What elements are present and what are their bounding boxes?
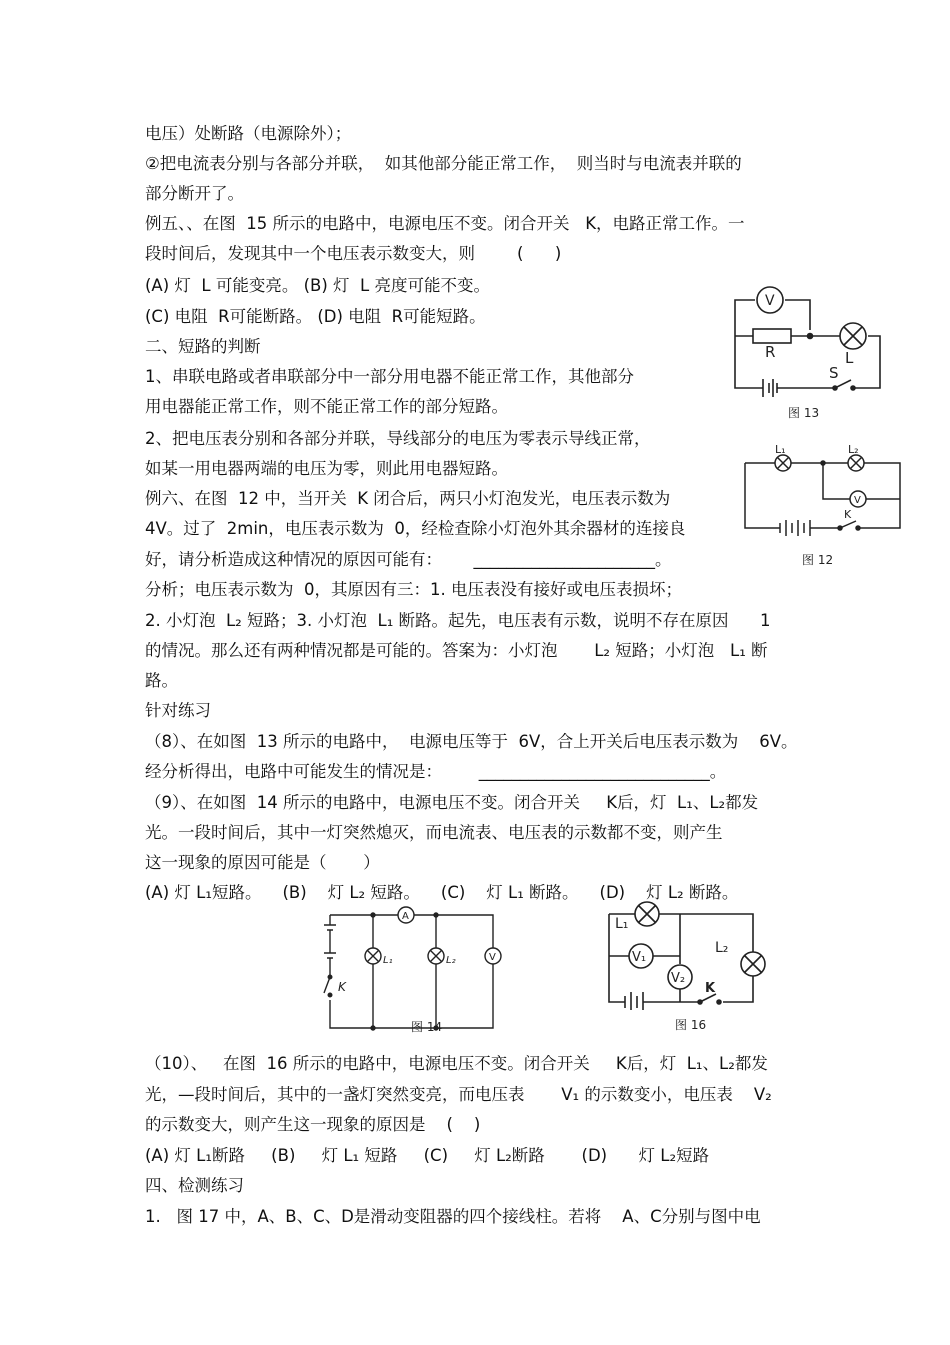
figure-13 <box>725 283 890 420</box>
figure-12 <box>740 443 910 567</box>
text-line: 1、串联电路或者串联部分中一部分用电器不能正常工作，其他部分 <box>145 367 634 386</box>
lamp2-label: L₂ <box>446 955 456 966</box>
text-line: （8）、在如图 13 所示的电路中， 电源电压等于 6V，合上开关后电压表示数为 6V。 <box>145 732 798 751</box>
voltmeter-label: V <box>854 495 861 506</box>
section-heading: 二、短路的判断 <box>145 337 261 356</box>
figure-14 <box>318 905 508 1040</box>
text-line: 1. 图 17 中，A、B、C、D是滑动变阻器的四个接线柱。若将 A、C分别与图中电 <box>145 1207 761 1226</box>
text-line: 好，请分析造成这种情况的原因可能有： ______________________。 <box>145 550 672 569</box>
voltmeter-label: V <box>765 293 775 309</box>
lamp1-label: L₁ <box>383 955 393 966</box>
figure-caption: 图 13 <box>788 406 820 420</box>
text-line: 2. 小灯泡 L₂ 短路；3. 小灯泡 L₁ 断路。起先，电压表有示数，说明不存在原因 1 <box>145 611 771 630</box>
text-line: 例五、、在图 15 所示的电路中，电源电压不变。闭合开关 K，电路正常工作。一 <box>145 214 745 233</box>
text-line: 光。一段时间后，其中一灯突然熄灭，而电流表、电压表的示数都不变，则产生 <box>145 823 723 842</box>
text-line: 部分断开了。 <box>145 184 244 203</box>
text-line: 这一现象的原因可能是（ ） <box>145 853 380 872</box>
switch-label: K <box>705 981 716 996</box>
text-line: （9）、在如图 14 所示的电路中，电源电压不变。闭合开关 K后，灯 L₁、L₂都发 <box>145 793 759 812</box>
text-line: (A) 灯 L₁短路。 (B) 灯 L₂ 短路。 (C) 灯 L₁ 断路。 (D) 灯 L₂ 断路。 <box>145 883 739 902</box>
switch-label: K <box>338 980 346 994</box>
lamp-label: L <box>845 349 854 367</box>
text-line: (C) 电阻 R可能断路。 (D) 电阻 R可能短路。 <box>145 307 486 326</box>
switch-label: K <box>844 508 852 521</box>
text-line: (A) 灯 L 可能变亮。 (B) 灯 L 亮度可能不变。 <box>145 276 490 295</box>
text-line: 经分析得出，电路中可能发生的情况是： ____________________________。 <box>145 762 727 781</box>
text-line: 的情况。那么还有两种情况都是可能的。答案为：小灯泡 L₂ 短路；小灯泡 L₁ 断 <box>145 641 768 660</box>
text-line: 电压）处断路（电源除外）； <box>145 124 352 143</box>
figure-caption: 图 12 <box>802 553 834 567</box>
text-line: 分析；电压表示数为 0，其原因有三：1. 电压表没有接好或电压表损坏； <box>145 580 682 599</box>
text-line: 路。 <box>145 671 178 690</box>
text-line: 例六、在图 12 中，当开关 K 闭合后，两只小灯泡发光，电压表示数为 <box>145 489 671 508</box>
resistor-label: R <box>765 343 776 361</box>
voltmeter1-label: V₁ <box>632 950 647 965</box>
ammeter-label: A <box>402 911 409 922</box>
switch-label: S <box>829 364 839 382</box>
lamp1-label: L₁ <box>615 916 629 932</box>
section-heading: 针对练习 <box>145 701 211 720</box>
voltmeter-label: V <box>489 952 496 963</box>
text-line: (A) 灯 L₁断路 (B) 灯 L₁ 短路 (C) 灯 L₂断路 (D) 灯 L₂短路 <box>145 1146 710 1165</box>
text-line: 如某一用电器两端的电压为零，则此用电器短路。 <box>145 459 508 478</box>
text-line: ②把电流表分别与各部分并联， 如其他部分能正常工作， 则当时与电流表并联的 <box>145 154 742 173</box>
text-line: 的示数变大，则产生这一现象的原因是 ( ) <box>145 1115 481 1134</box>
figure-16 <box>605 900 775 1040</box>
lamp1-label: L₁ <box>775 443 786 456</box>
text-line: 光，—段时间后，其中的一盏灯突然变亮，而电压表 V₁ 的示数变小，电压表 V₂ <box>145 1085 772 1104</box>
text-line: 用电器能正常工作，则不能正常工作的部分短路。 <box>145 397 508 416</box>
lamp2-label: L₂ <box>715 940 729 956</box>
figure-caption: 图 16 <box>675 1018 707 1032</box>
text-line: 4V。过了 2min，电压表示数为 0，经检查除小灯泡外其余器材的连接良 <box>145 519 686 538</box>
text-line: （10）、 在图 16 所示的电路中，电源电压不变。闭合开关 K后，灯 L₁、L₂都发 <box>145 1054 768 1073</box>
text-line: 段时间后，发现其中一个电压表示数变大，则 ( ) <box>145 244 562 263</box>
section-heading: 四、检测练习 <box>145 1176 244 1195</box>
figure-caption: 图 14 <box>411 1020 443 1034</box>
text-line: 2、把电压表分别和各部分并联，导线部分的电压为零表示导线正常， <box>145 429 651 448</box>
lamp2-label: L₂ <box>848 443 859 456</box>
voltmeter2-label: V₂ <box>671 971 686 986</box>
